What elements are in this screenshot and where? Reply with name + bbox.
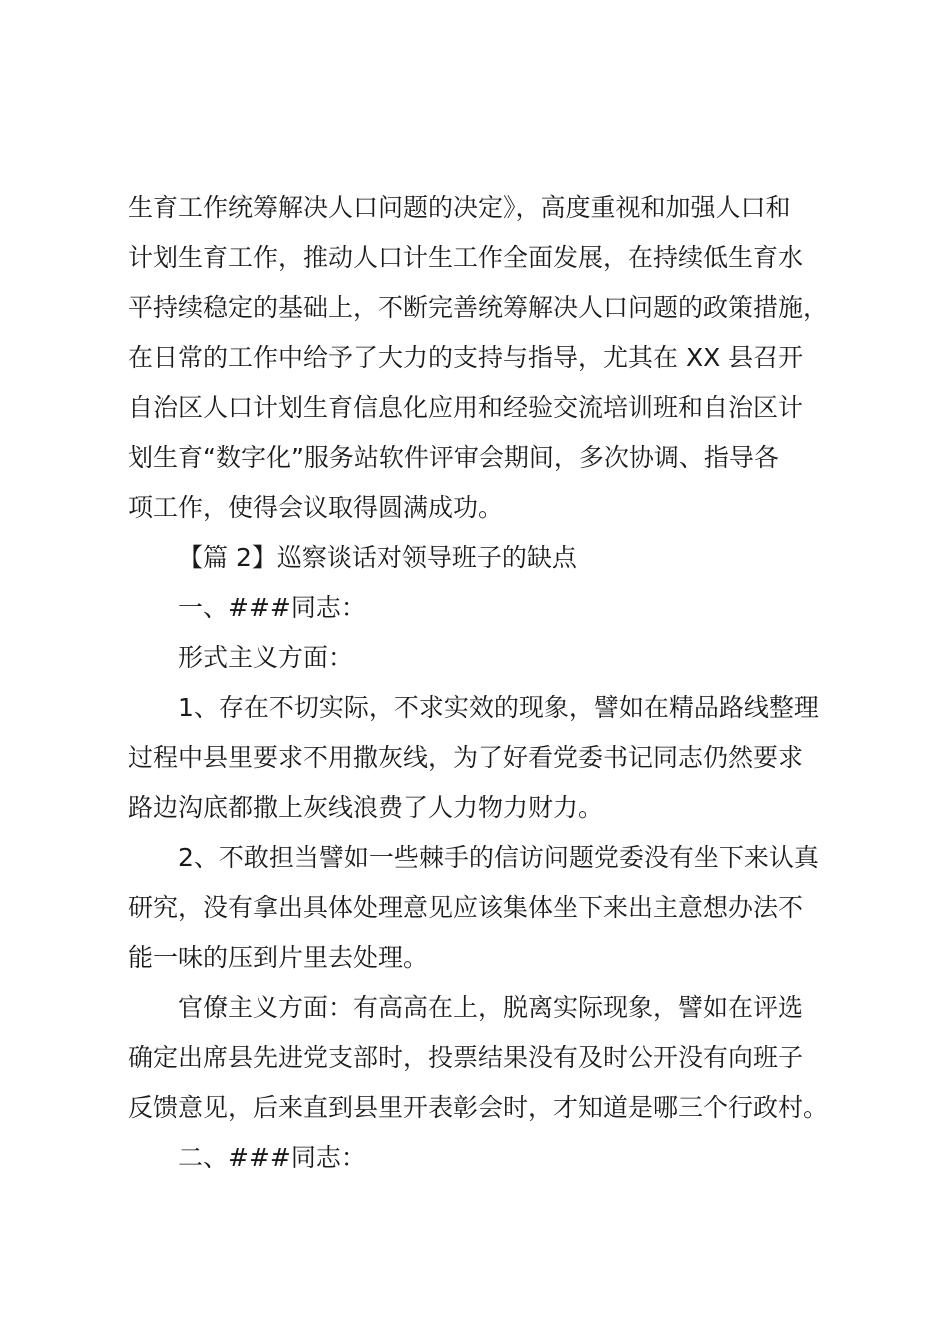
subsection-heading: 二、###同志： — [178, 1143, 366, 1172]
text-line: 确定出席县先进党支部时，投票结果没有及时公开没有向班子 — [128, 1043, 804, 1072]
text-line: 在日常的工作中给予了大力的支持与指导，尤其在 XX 县召开 — [128, 343, 804, 372]
text-line: 计划生育工作，推动人口计生工作全面发展，在持续低生育水 — [128, 243, 804, 272]
text-line: 2、不敢担当譬如一些棘手的信访问题党委没有坐下来认真 — [178, 843, 819, 872]
subsection-heading: 一、###同志： — [178, 593, 366, 622]
text-line: 平持续稳定的基础上，不断完善统筹解决人口问题的政策措施， — [128, 293, 829, 322]
text-line: 路边沟底都撒上灰线浪费了人力物力财力。 — [128, 793, 604, 822]
text-line: 1、存在不切实际，不求实效的现象，譬如在精品路线整理 — [178, 693, 819, 722]
text-line: 项工作，使得会议取得圆满成功。 — [128, 493, 504, 522]
text-line: 官僚主义方面：有高高在上，脱离实际现象，譬如在评选 — [178, 993, 804, 1022]
text-line: 能一味的压到片里去处理。 — [128, 943, 429, 972]
text-line: 反馈意见，后来直到县里开表彰会时，才知道是哪三个行政村。 — [128, 1093, 829, 1122]
text-line: 研究，没有拿出具体处理意见应该集体坐下来出主意想办法不 — [128, 893, 804, 922]
subsection-heading: 形式主义方面： — [178, 643, 354, 672]
section-heading: 【篇 2】巡察谈话对领导班子的缺点 — [178, 543, 577, 572]
text-line: 划生育“数字化”服务站软件评审会期间，多次协调、指导各 — [128, 443, 779, 472]
text-line: 自治区人口计划生育信息化应用和经验交流培训班和自治区计 — [128, 393, 804, 422]
text-line: 过程中县里要求不用撒灰线，为了好看党委书记同志仍然要求 — [128, 743, 804, 772]
document-body — [128, 183, 858, 1183]
text-line: 生育工作统筹解决人口问题的决定》，高度重视和加强人口和 — [128, 193, 791, 222]
